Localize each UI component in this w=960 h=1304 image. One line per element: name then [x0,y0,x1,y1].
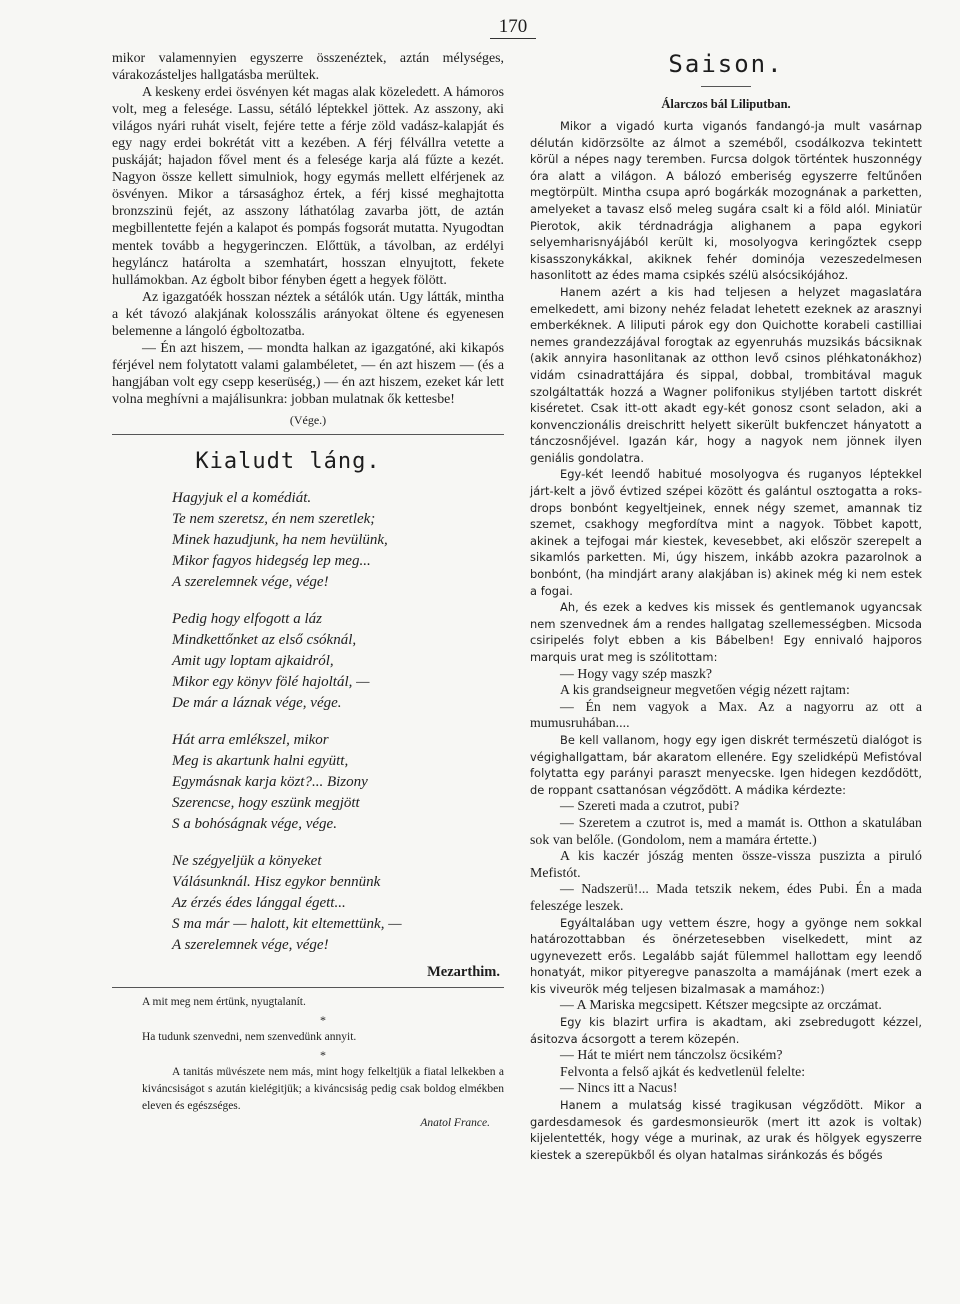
poem-stanza [172,609,504,714]
poem-line: Hát arra emlékszel, mikor [172,731,329,748]
story-paragraph: mikor valamennyien egyszerre összenéztek, aztán mélységes, várakozásteljes hallgatásba merültek. [112,51,504,84]
story-paragraph: Az igazgatóék hosszan néztek a sétálók után. Ugy látták, mintha a két távozó alakjának kolosszális arányokat öltene és egyenesen belemenne a lángoló égboltozatba. [112,289,504,339]
poem-line: A szerelemnek vége, vége! [172,936,329,953]
article-paragraph: — Hát te miért nem tánczolsz öcsikém? [560,1047,783,1063]
aphorism: Ha tudunk szenvedni, nem szenvedünk annyit. [142,1030,357,1043]
poem-line: Ne szégyeljük a könyeket [172,852,322,869]
story-paragraph: — Én azt hiszem, — mondta halkan az igazgatóné, aki kikapós férjével nem folytatott valami galambéletet, — én azt hiszem — (és a hangjában volt egy csepp keserüség,) — én azt hiszem, ezeket kár lett volna meghívni a majálisunkra: jobban mulatnak ők kettesbe! [112,340,504,407]
poem-stanza [172,488,504,593]
story-paragraph: A keskeny erdei ösvényen két magas alak közeledett. A hámoros volt, meg a felesége. Lassu, sétáló léptekkel jöttek. Az asszony, aki világos nyári ruhát viselt, fejére tette a férje zöld vadász-kalapját és egy nagy erdei bokrétát vitt a kezében. A férj félvállra vetette a puskáját; hajadon fővel ment és a felesége karja alá fűzte a kezét. Nagyon össze kellett simulniok, hogy egymás mellett elférjenek az ösvényen. Mikor a társasághoz értek, a férj kissé meghajtotta bronzszinü fejét, az asszony láthatólag zavarba jött, de aztán megbillentette fején a kalapot és pompás fogsorát mutatta. Nyugodtan mentek tovább a hegygerinczen. Előttük, a távolban, az erdélyi hegyláncz határolta a szemhatárt, hosszan elnyujtott, fekete hullámokban. Az égbolt bibor fényben égett a hegyek fölött. [112,85,504,288]
title-rule [701,86,751,87]
poem-line: Amit ugy loptam ajkaidról, [172,652,334,669]
poem-line: Válásunknál. Hisz egykor bennünk [172,873,381,890]
aphorism: A mit meg nem értünk, nyugtalanít. [142,995,306,1008]
article-paragraph: — Én nem vagyok a Max. Az a nagyorru az ott a mumusruhában.... [530,698,922,731]
poem-line: Az érzés édes lánggal égett... [172,894,346,911]
page-number-rule [490,38,536,39]
article-paragraph: Be kell vallanom, hogy egy igen diskrét természetü dialógot is végighallgattam, bár akaratom ellenére. Egy szelidképü Mefistóval folytatta egy parányi paraszt menyecske. Igen hidegen kezdődött, de roppant csattanósan végződött. A mádika kérdezte: [530,732,922,797]
story-text [112,50,504,408]
poem-line: De már a láznak vége, vége. [172,694,342,711]
poem-line: Egymásnak karja közt?... Bizony [172,773,368,790]
article-paragraph: — Nincs itt a Nacus! [560,1080,678,1096]
poem [112,488,504,956]
article-paragraph: Egy kis blazirt urfira is akadtam, aki zsebredugott kézzel, ásitozva ácsorgott a terem közepén. [530,1015,922,1046]
article-text [530,118,922,1163]
aphorism-author: Anatol France. [420,1116,490,1129]
poem-line: Pedig hogy elfogott a láz [172,610,322,627]
poem-line: Szerencse, hogy eszünk megjött [172,794,360,811]
poem-line: Mindkettőnket az első csóknál, [172,631,357,648]
article-paragraph: Egy-két leendő habitué mosolyogva és ruganyos léptekkel járt-kelt a jövő évtized szépei között és galántul osztogatta a roks-drops bonbónt kegyeltjeinek, ennek négy szemet, amannak tiz szemet, csakhogy megfordítva mint a nagyok. Többet kapott, akinek a tejfogai már kiestek, kevesebbet, aki először szerepelt a sikamlós parketten. Mi, úgy hiszem, inkább azokra pazarolnok a bonbónt, (ha mindjárt arany alakjában is) akinek még ki nem estek a fogai. [530,467,922,598]
poem-stanza [172,851,504,956]
article-paragraph: Mikor a vigadó kurta viganós fandangó-ja mult vasárnap délután kidörzsölte az álmot a szeméből, csodálkozva tekintett körül a népes nagy teremben. Furcsa dolgok történtek huszonnégy óra alatt a világon. A bálozó emberiség egyszerre feltűnően megtörpült. Mintha csupa apró bogárkák mozognának a parketten, amelyeket a tavasz első meleg sugára csalt ki a föld alól. Miniatür Pierotok, akik térdnadrágja alighanem a papa egykori selyemharisnyájából került ki, mosolyogva keringőztek csepp kisasszonykákkal, akiknek fehér dominója vezeszedelmesen hasonlitott az édes mama csipkés szélü alsócsikójához. [530,119,922,283]
article-title: Saison. [668,50,784,78]
article-paragraph: — Hogy vagy szép maszk? [560,665,713,681]
right-column [530,50,922,1163]
article-paragraph: — Nadszerü!... Mada tetszik nekem, édes Pubi. Én a mada feleszége leszek. [530,881,922,913]
poem-line: S a bohóságnak vége, vége. [172,815,337,832]
article-subtitle: Álarczos bál Liliputban. [661,97,791,111]
left-column [112,50,504,1129]
poem-line: Meg is akartunk halni együtt, [172,752,349,769]
poem-author: Mezarthim. [427,963,500,980]
asterisk-separator: * [320,1012,326,1027]
poem-line: Mikor fagyos hidegség lep meg... [172,552,371,569]
poem-line: Hagyjuk el a komédiát. [172,489,312,506]
aphorisms [142,994,504,1129]
article-paragraph: Ah, és ezek a kedves kis missek és gentlemanok ugyancsak nem szenvednek ám a rendes hallgatag szellemességben. Micsoda csiripelés folyt ebben a kis Bábelben! Egy ennivaló hajporos marquis urat meg is szólitottam: [530,600,922,664]
poem-title: Kialudt láng. [195,448,381,474]
article-paragraph: A kis kaczér jószág menten össze-vissza puszizta a piruló Mefistót. [530,848,922,880]
asterisk-separator: * [320,1047,326,1062]
poem-stanza [172,730,504,835]
article-paragraph: — A Mariska megcsipett. Kétszer megcsipte az orczámat. [560,997,882,1013]
page-number: 170 [498,16,528,37]
article-paragraph: — Szeretem a czutrot is, med a mamát is. Otthon a skatulában sok van belőle. (Gondolom, nem a mamára értette.) [530,814,922,847]
poem-line: A szerelemnek vége, vége! [172,573,329,590]
article-paragraph: A kis grandseigneur megvetően végig nézett rajtam: [560,682,850,698]
article-paragraph: Hanem azért a kis had teljesen a helyzet magaslatára emelkedett, ami bizony nehéz feladat lehetett ezeknek az arasznyi emberkéknek. A liliputi párok egy don Quichotte korabeli castilliai nemes grandezzájával forogtak az egyenruhás muzsikás bácsiknak (akik annyira hasonlitanak az otthon levő csinos pléhkatonákhoz) vidám csinadrattájára és sippal, dobbal, trombitával maguk szolgáltatták hozzá a Wagner polifonikus styljében tartott diskrét kiséretet. Csak itt-ott akadt egy-két gonosz csont seladon, aki a konvenczionális dreischritt helyett sikerült bukfenczet hányatott a tánczosnőjével. Igazán kár, hogy a nagyok nem jönnek ilyen geniális gondolatra. [530,284,922,465]
poem-line: Mikor egy könyv fölé hajoltál, — [172,673,370,690]
section-divider [112,434,504,435]
article-paragraph: Egyáltalában ugy vettem észre, hogy a gyönge nem sokkal határozottabban és önérzetesebben viselkedett, mint az ugynevezett erős. Legalább saját fülemmel hallottam egy leendő honatyát, mikor pityeregve panaszolta a mamájának (mert ezek a kis viveurök még teljesen bizalmasak a mamához:) [530,915,922,996]
aphorism: A tanitás müvészete nem más, mint hogy felkeltjük a fiatal lelkekben a kiváncsiságot s azután kielégitjük; a kiváncsiság pedig csak boldog elmékben eleven és egészséges. [142,1065,504,1112]
poem-line: S ma már — halott, kit eltemettünk, — [172,915,402,932]
article-paragraph: — Szereti mada a czutrot, pubi? [560,798,740,814]
story-end-mark: (Vége.) [289,412,327,427]
article-paragraph: Hanem a mulatság kissé tragikusan végződött. Mikor a gardesdamesok és gardesmonsieurök (mert itt azok is voltak) kijelentették, hogy vége a murinak, az urak és hölgyek egyszerre kiestek a szerepükből és olyan hatalmas siránkozás és bőgés [530,1098,922,1162]
section-divider [112,987,504,988]
article-paragraph: Felvonta a felső ajkát és kedvetlenül felelte: [560,1063,806,1079]
poem-line: Minek hazudjunk, ha nem hevülünk, [172,531,388,548]
poem-line: Te nem szeretsz, én nem szeretlek; [172,510,376,527]
